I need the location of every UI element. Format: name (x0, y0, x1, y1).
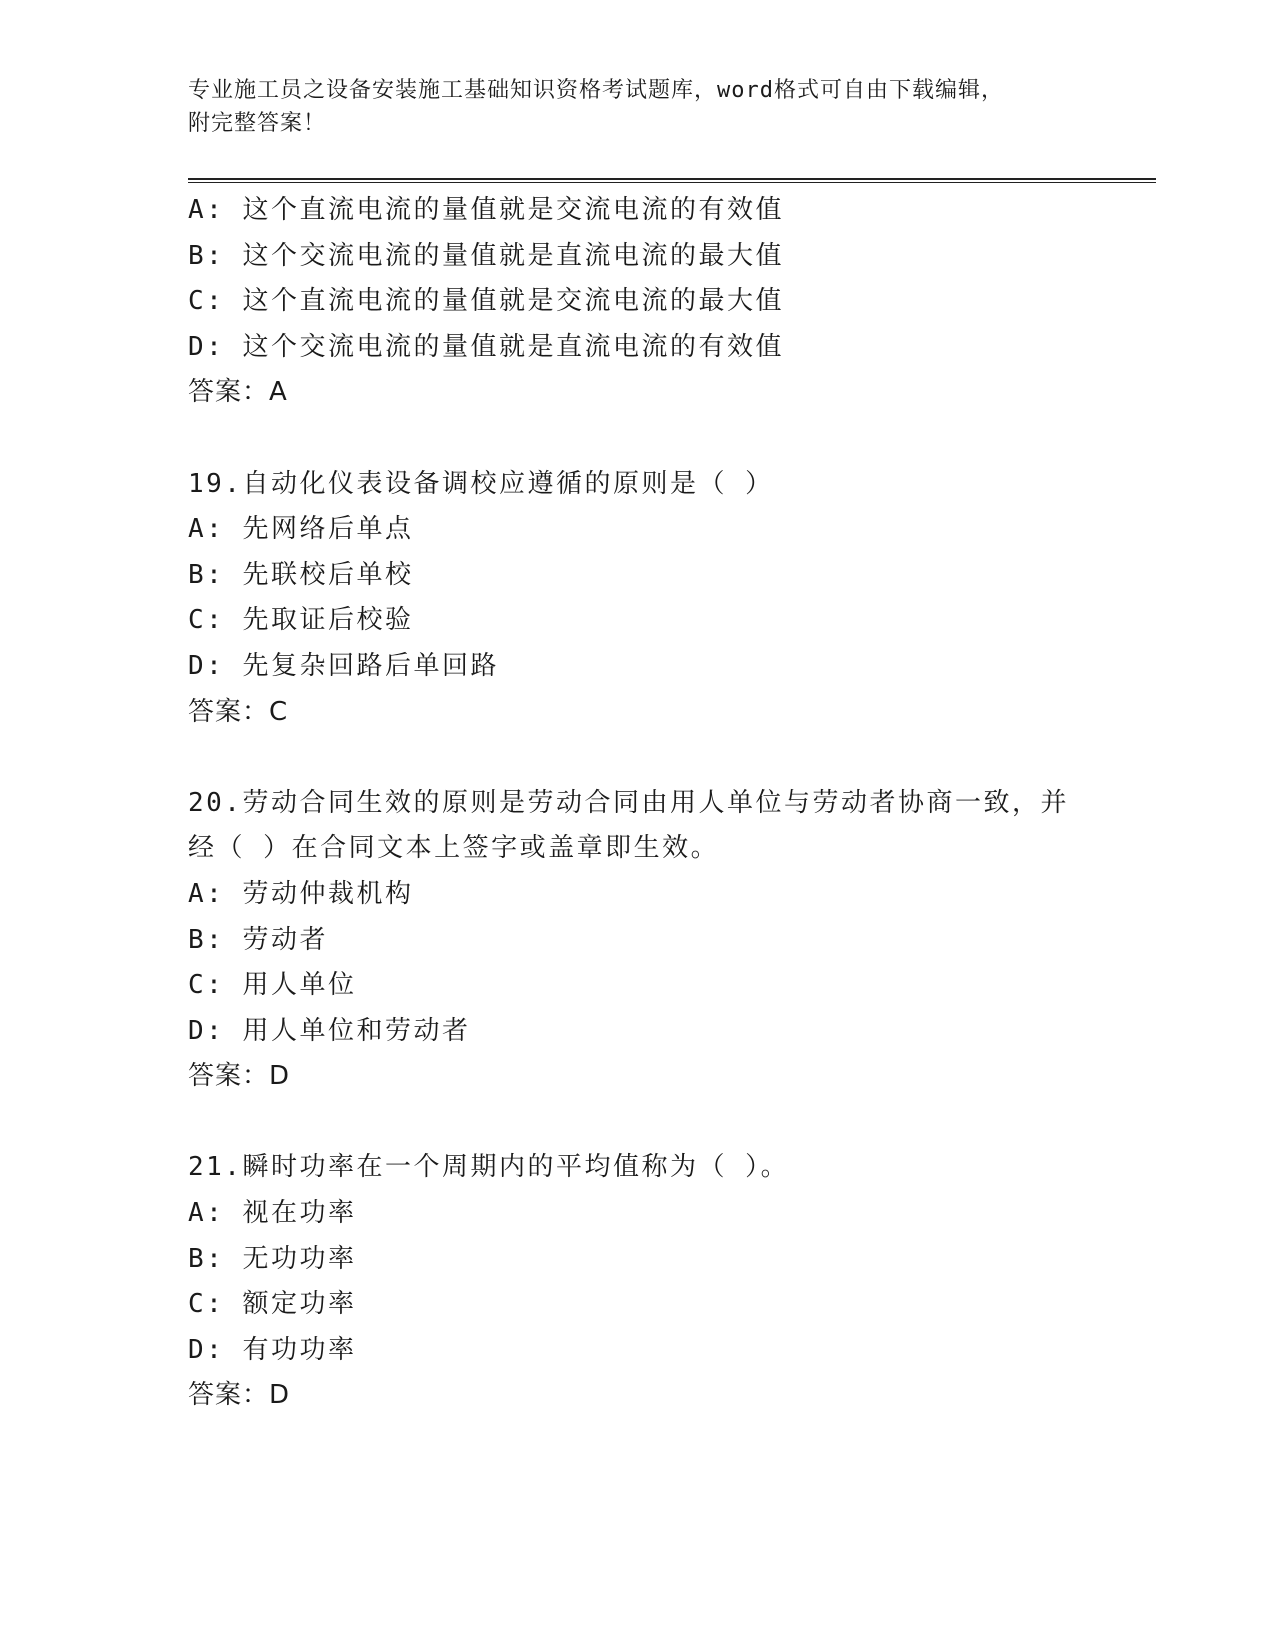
question-list (188, 188, 1088, 1419)
option-d: D: 用人单位和劳动者 (188, 1015, 471, 1046)
option-d: D: 这个交流电流的量值就是直流电流的有效值 (188, 331, 784, 362)
option-c: C: 这个直流电流的量值就是交流电流的最大值 (188, 286, 784, 317)
question-20 (188, 781, 1088, 1100)
header-title-line1: 专业施工员之设备安装施工基础知识资格考试题库，word格式可自由下载编辑， (188, 78, 1004, 103)
option-d: D: 有功功率 (188, 1334, 357, 1365)
option-c: C: 额定功率 (188, 1289, 357, 1320)
answer-line: 答案：C (188, 696, 289, 727)
option-a: A: 先网络后单点 (188, 514, 414, 545)
option-c: C: 用人单位 (188, 970, 357, 1001)
option-b: B: 劳动者 (188, 924, 328, 955)
question-spacer (188, 1100, 1088, 1146)
question-spacer (188, 416, 1088, 462)
option-d: D: 先复杂回路后单回路 (188, 650, 499, 681)
question-text: 19.自动化仪表设备调校应遵循的原则是（ ） (188, 468, 774, 499)
answer-line: 答案：D (188, 1061, 291, 1092)
option-b: B: 这个交流电流的量值就是直流电流的最大值 (188, 240, 784, 271)
option-b: B: 先联校后单校 (188, 559, 414, 590)
question-spacer (188, 735, 1088, 781)
question-21 (188, 1145, 1088, 1419)
option-b: B: 无功功率 (188, 1243, 357, 1274)
question-text-line2: 经（ ）在合同文本上签字或盖章即生效。 (188, 833, 720, 864)
option-a: A: 劳动仲裁机构 (188, 878, 414, 909)
question-text-line1: 20.劳动合同生效的原则是劳动合同由用人单位与劳动者协商一致，并 (188, 787, 1069, 818)
question-text: 21.瞬时功率在一个周期内的平均值称为（ ）。 (188, 1152, 790, 1183)
option-c: C: 先取证后校验 (188, 605, 414, 636)
answer-line: 答案：D (188, 1380, 291, 1411)
question-19 (188, 462, 1088, 736)
option-a: A: 这个直流电流的量值就是交流电流的有效值 (188, 195, 784, 225)
header-title-line2: 附完整答案！ (188, 111, 327, 136)
option-a: A: 视在功率 (188, 1198, 357, 1229)
header-divider-thick (188, 178, 1156, 180)
document-header (188, 74, 1088, 140)
question-18 (188, 188, 1088, 416)
header-divider-thin (188, 182, 1156, 183)
answer-line: 答案：A (188, 377, 288, 408)
